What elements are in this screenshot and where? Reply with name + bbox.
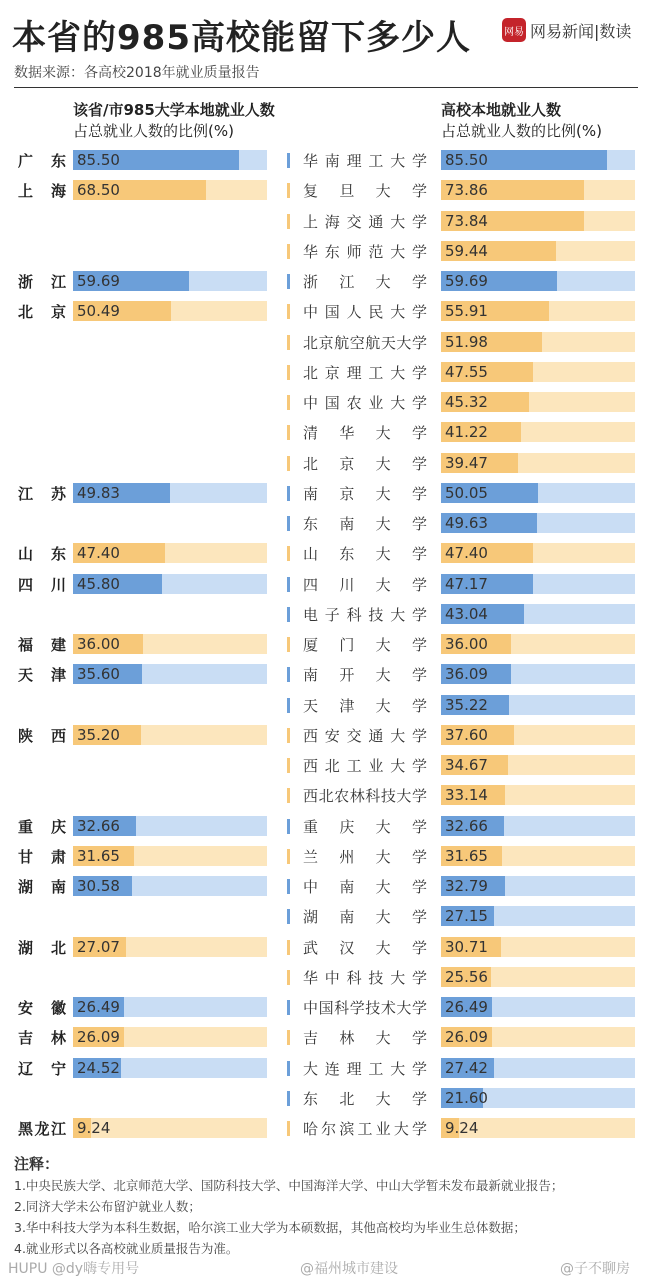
- group-marker: [287, 486, 290, 501]
- university-bar: [441, 362, 635, 382]
- province-value: 26.49: [77, 998, 120, 1016]
- province-bar: [73, 301, 267, 321]
- university-value: 33.14: [445, 786, 488, 805]
- university-value: 30.71: [445, 937, 488, 956]
- university-label: 北京理工大学: [303, 363, 427, 382]
- province-value: 32.66: [77, 816, 120, 835]
- province-value: 24.52: [77, 1058, 120, 1077]
- university-bar: [441, 846, 635, 866]
- note-item: 1.中央民族大学、北京师范大学、国防科技大学、中国海洋大学、中山大学暂未发布最新就业报告；: [14, 1178, 564, 1193]
- group-marker: [287, 637, 290, 652]
- group-marker: [287, 940, 290, 955]
- university-value: 36.00: [445, 635, 488, 653]
- right-header: [441, 100, 602, 142]
- university-label: 东北大学: [303, 1089, 427, 1108]
- university-bar: [441, 543, 635, 563]
- university-label: 兰州大学: [303, 847, 427, 866]
- right-subtitle: 占总就业人数的比例(%): [441, 122, 602, 140]
- province-bar: [73, 1058, 267, 1078]
- table-row: [0, 361, 654, 383]
- university-bar: [441, 1058, 635, 1078]
- group-marker: [287, 546, 290, 561]
- university-value: 43.04: [445, 604, 488, 623]
- university-value: 27.15: [445, 907, 488, 926]
- watermark: HUPU @dy嗨专用号: [8, 1261, 140, 1277]
- university-bar: [441, 392, 635, 412]
- table-row: [0, 694, 654, 716]
- province-label: 浙江: [18, 273, 66, 291]
- university-value: 47.40: [445, 544, 488, 563]
- left-title: 该省/市985大学本地就业人数: [73, 101, 275, 119]
- group-marker: [287, 425, 290, 440]
- province-value: 85.50: [77, 151, 120, 169]
- province-label: 天津: [18, 666, 66, 685]
- group-marker: [287, 909, 290, 924]
- university-bar: [441, 816, 635, 836]
- group-marker: [287, 1121, 290, 1136]
- table-row: [0, 452, 654, 474]
- group-marker: [287, 1030, 290, 1045]
- university-value: 73.84: [445, 211, 488, 230]
- table-row: [0, 905, 654, 927]
- university-value: 49.63: [445, 514, 488, 532]
- table-row: [0, 240, 654, 262]
- university-label: 厦门大学: [303, 636, 427, 654]
- province-bar: [73, 1118, 267, 1138]
- left-header: [73, 100, 275, 142]
- province-label: 安徽: [18, 999, 66, 1017]
- university-bar: [441, 574, 635, 594]
- university-value: 32.66: [445, 816, 488, 835]
- province-value: 49.83: [77, 483, 120, 502]
- brand-logo: [502, 18, 631, 42]
- group-marker: [287, 758, 290, 773]
- divider: [14, 87, 638, 88]
- group-marker: [287, 335, 290, 350]
- province-label: 四川: [18, 575, 66, 594]
- table-row: [0, 512, 654, 534]
- watermark: @子不聊房: [560, 1261, 630, 1277]
- university-bar: [441, 725, 635, 745]
- group-marker: [287, 879, 290, 894]
- university-bar: [441, 755, 635, 775]
- province-bar: [73, 876, 267, 896]
- university-bar: [441, 604, 635, 624]
- table-row: [0, 270, 654, 292]
- province-label: 上海: [18, 182, 66, 201]
- university-label: 西北工业大学: [303, 757, 427, 775]
- province-bar: [73, 150, 267, 170]
- university-value: 34.67: [445, 756, 488, 774]
- university-value: 26.09: [445, 1028, 488, 1047]
- group-marker: [287, 244, 290, 259]
- university-value: 39.47: [445, 453, 488, 472]
- group-marker: [287, 395, 290, 410]
- university-bar: [441, 453, 635, 473]
- university-value: 35.22: [445, 695, 488, 714]
- table-row: [0, 1117, 654, 1139]
- university-label: 中国科学技术大学: [303, 999, 427, 1017]
- table-row: [0, 1026, 654, 1048]
- table-row: [0, 573, 654, 595]
- province-label: 江苏: [18, 484, 66, 503]
- table-row: [0, 663, 654, 685]
- university-value: 85.50: [445, 151, 488, 169]
- province-bar: [73, 483, 267, 503]
- university-value: 73.86: [445, 181, 488, 200]
- university-bar: [441, 967, 635, 987]
- province-bar: [73, 271, 267, 291]
- group-marker: [287, 456, 290, 471]
- university-bar: [441, 271, 635, 291]
- group-marker: [287, 1091, 290, 1106]
- university-label: 电子科技大学: [303, 605, 427, 624]
- table-row: [0, 179, 654, 201]
- province-label: 辽宁: [18, 1059, 66, 1078]
- note-item: 2.同济大学未公布留沪就业人数；: [14, 1199, 201, 1214]
- province-label: 湖北: [18, 938, 66, 957]
- province-value: 59.69: [77, 272, 120, 290]
- university-value: 25.56: [445, 967, 488, 986]
- watermark: @福州城市建设: [300, 1261, 398, 1277]
- university-value: 41.22: [445, 423, 488, 442]
- university-value: 36.09: [445, 665, 488, 684]
- province-value: 9.24: [77, 1119, 111, 1137]
- province-bar: [73, 997, 267, 1017]
- university-label: 大连理工大学: [303, 1059, 427, 1078]
- university-label: 华中科技大学: [303, 968, 427, 987]
- university-value: 45.32: [445, 393, 488, 411]
- university-value: 55.91: [445, 302, 488, 321]
- university-value: 9.24: [445, 1119, 479, 1137]
- left-subtitle: 占总就业人数的比例(%): [73, 122, 234, 140]
- province-value: 27.07: [77, 937, 120, 956]
- university-label: 中国人民大学: [303, 303, 427, 322]
- university-value: 31.65: [445, 846, 488, 865]
- university-value: 59.69: [445, 272, 488, 290]
- university-label: 复旦大学: [303, 182, 427, 201]
- note-item: 3.华中科技大学为本科生数据，哈尔滨工业大学为本硕数据，其他高校均为毕业生总体数据；: [14, 1220, 526, 1235]
- province-value: 36.00: [77, 635, 120, 653]
- university-label: 北京大学: [303, 454, 427, 473]
- table-row: [0, 815, 654, 837]
- university-value: 26.49: [445, 998, 488, 1016]
- university-bar: [441, 483, 635, 503]
- province-label: 山东: [18, 545, 66, 564]
- university-value: 37.60: [445, 725, 488, 744]
- group-marker: [287, 788, 290, 803]
- university-bar: [441, 513, 635, 533]
- group-marker: [287, 1061, 290, 1076]
- university-bar: [441, 664, 635, 684]
- group-marker: [287, 698, 290, 713]
- province-bar: [73, 574, 267, 594]
- group-marker: [287, 153, 290, 168]
- university-value: 50.05: [445, 483, 488, 502]
- province-label: 陕西: [18, 726, 66, 745]
- group-marker: [287, 970, 290, 985]
- table-row: [0, 1087, 654, 1109]
- university-bar: [441, 997, 635, 1017]
- university-label: 清华大学: [303, 424, 427, 443]
- netease-logo-icon: 网易: [502, 18, 526, 42]
- province-label: 湖南: [18, 878, 66, 896]
- province-value: 31.65: [77, 846, 120, 865]
- table-row: [0, 421, 654, 443]
- table-row: [0, 845, 654, 867]
- group-marker: [287, 607, 290, 622]
- province-bar: [73, 664, 267, 684]
- university-label: 中南大学: [303, 878, 427, 896]
- group-marker: [287, 728, 290, 743]
- province-bar: [73, 725, 267, 745]
- university-label: 四川大学: [303, 575, 427, 594]
- province-value: 45.80: [77, 574, 120, 593]
- university-label: 山东大学: [303, 545, 427, 564]
- university-bar: [441, 634, 635, 654]
- province-value: 35.60: [77, 665, 120, 684]
- university-label: 西北农林科技大学: [303, 787, 427, 806]
- university-bar: [441, 241, 635, 261]
- university-value: 32.79: [445, 877, 488, 895]
- university-bar: [441, 422, 635, 442]
- university-label: 浙江大学: [303, 273, 427, 291]
- table-row: [0, 784, 654, 806]
- province-label: 广东: [18, 152, 66, 170]
- table-row: [0, 754, 654, 776]
- right-title: 高校本地就业人数: [441, 101, 562, 119]
- university-label: 重庆大学: [303, 817, 427, 836]
- table-row: [0, 724, 654, 746]
- province-label: 北京: [18, 303, 66, 322]
- group-marker: [287, 183, 290, 198]
- university-bar: [441, 876, 635, 896]
- group-marker: [287, 214, 290, 229]
- university-bar: [441, 1118, 635, 1138]
- university-label: 东南大学: [303, 515, 427, 533]
- group-marker: [287, 365, 290, 380]
- province-bar: [73, 1027, 267, 1047]
- university-label: 华南理工大学: [303, 152, 427, 170]
- province-value: 68.50: [77, 181, 120, 200]
- province-bar: [73, 937, 267, 957]
- table-row: [0, 603, 654, 625]
- group-marker: [287, 577, 290, 592]
- province-label: 吉林: [18, 1029, 66, 1048]
- table-row: [0, 936, 654, 958]
- university-value: 47.55: [445, 362, 488, 381]
- university-label: 南京大学: [303, 484, 427, 503]
- university-bar: [441, 301, 635, 321]
- table-row: [0, 1057, 654, 1079]
- group-marker: [287, 667, 290, 682]
- province-bar: [73, 634, 267, 654]
- university-bar: [441, 180, 635, 200]
- university-bar: [441, 937, 635, 957]
- university-label: 北京航空航天大学: [303, 333, 427, 352]
- table-row: [0, 331, 654, 353]
- province-bar: [73, 846, 267, 866]
- table-row: [0, 300, 654, 322]
- table-row: [0, 542, 654, 564]
- group-marker: [287, 819, 290, 834]
- notes-title: 注释：: [14, 1155, 60, 1173]
- university-label: 湖南大学: [303, 908, 427, 927]
- table-row: [0, 210, 654, 232]
- university-label: 华东师范大学: [303, 242, 427, 261]
- university-bar: [441, 785, 635, 805]
- data-source: 数据来源：各高校2018年就业质量报告: [14, 65, 260, 81]
- table-row: [0, 482, 654, 504]
- university-value: 47.17: [445, 574, 488, 593]
- university-label: 上海交通大学: [303, 212, 427, 231]
- province-value: 35.20: [77, 725, 120, 744]
- table-row: [0, 875, 654, 897]
- university-bar: [441, 906, 635, 926]
- university-bar: [441, 150, 635, 170]
- table-row: [0, 149, 654, 171]
- notes: [14, 1154, 563, 1259]
- table-row: [0, 996, 654, 1018]
- university-label: 吉林大学: [303, 1029, 427, 1048]
- province-bar: [73, 180, 267, 200]
- table-row: [0, 391, 654, 413]
- province-value: 47.40: [77, 544, 120, 563]
- university-bar: [441, 211, 635, 231]
- university-bar: [441, 332, 635, 352]
- university-value: 51.98: [445, 332, 488, 351]
- university-value: 27.42: [445, 1058, 488, 1077]
- province-bar: [73, 543, 267, 563]
- province-label: 黑龙江: [18, 1120, 66, 1138]
- university-label: 南开大学: [303, 666, 427, 685]
- group-marker: [287, 1000, 290, 1015]
- province-bar: [73, 816, 267, 836]
- university-value: 21.60: [445, 1088, 488, 1107]
- page-title: 本省的985高校能留下多少人: [12, 18, 471, 58]
- university-label: 武汉大学: [303, 938, 427, 957]
- note-item: 4.就业形式以各高校就业质量报告为准。: [14, 1241, 239, 1256]
- province-label: 重庆: [18, 817, 66, 836]
- group-marker: [287, 274, 290, 289]
- province-label: 福建: [18, 636, 66, 654]
- university-label: 天津大学: [303, 696, 427, 715]
- province-value: 50.49: [77, 302, 120, 321]
- province-value: 30.58: [77, 877, 120, 895]
- university-bar: [441, 1027, 635, 1047]
- group-marker: [287, 304, 290, 319]
- university-bar: [441, 1088, 635, 1108]
- brand-label: 网易新闻|数读: [530, 21, 632, 41]
- university-label: 哈尔滨工业大学: [303, 1120, 427, 1138]
- university-bar: [441, 695, 635, 715]
- province-label: 甘肃: [18, 847, 66, 866]
- university-value: 59.44: [445, 241, 488, 260]
- province-value: 26.09: [77, 1028, 120, 1047]
- group-marker: [287, 849, 290, 864]
- group-marker: [287, 516, 290, 531]
- university-label: 中国农业大学: [303, 394, 427, 412]
- university-label: 西安交通大学: [303, 726, 427, 745]
- table-row: [0, 633, 654, 655]
- table-row: [0, 966, 654, 988]
